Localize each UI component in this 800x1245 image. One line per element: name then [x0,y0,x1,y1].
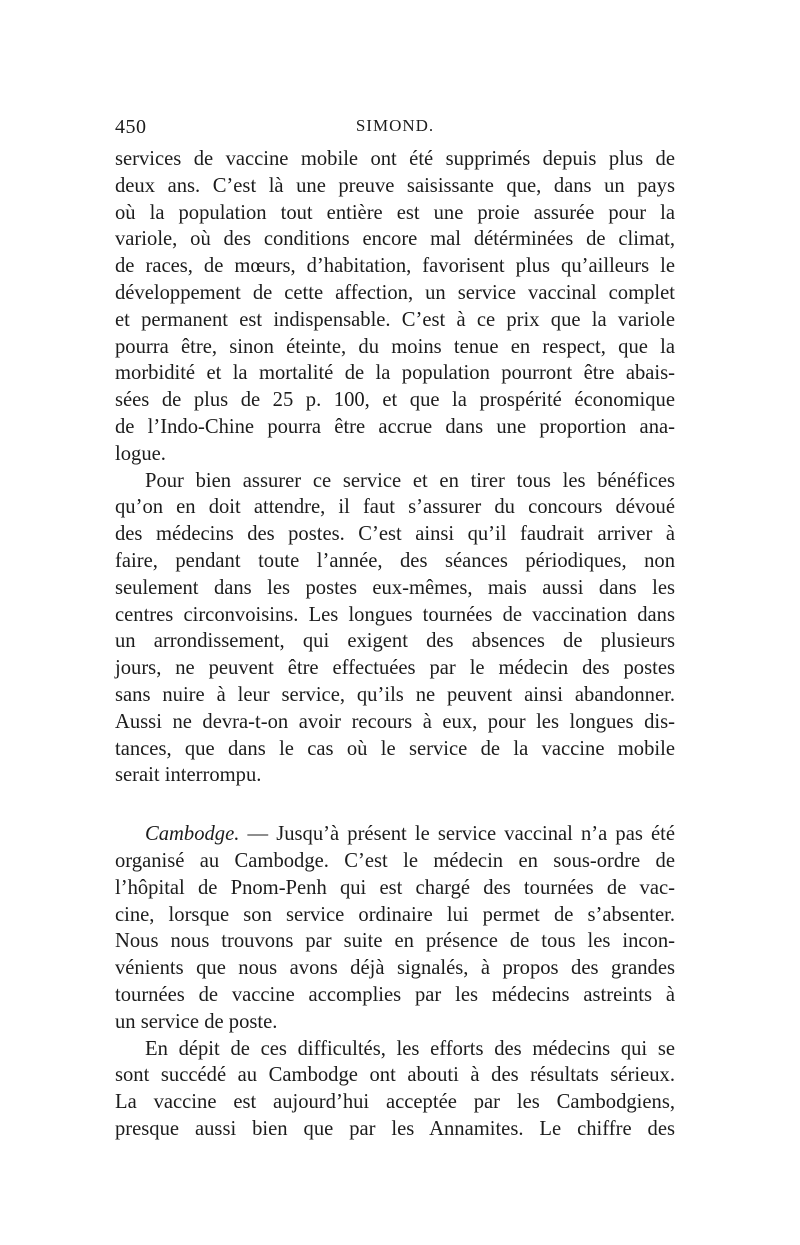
text-line: pourra être, sinon éteinte, du moins tenue en respect, que la [115,335,675,358]
running-head [115,112,675,146]
text-line: de l’Indo-Chine pourra être accrue dans une proportion ana- [115,415,675,438]
text-line: développement de cette affection, un service vaccinal complet [115,281,675,304]
text-line: Aussi ne devra-t-on avoir recours à eux, pour les longues dis- [115,710,675,733]
text-line: deux ans. C’est là une preuve saisissante que, dans un pays [115,174,675,197]
text-line [115,821,675,848]
text-line: organisé au Cambodge. C’est le médecin en sous-ordre de [115,849,675,872]
text-line: Pour bien assurer ce service et en tirer tous les bénéfices [145,469,675,492]
text-line: des médecins des postes. C’est ainsi qu’il faudrait arriver à [115,523,675,546]
text-line: cine, lorsque son service ordinaire lui permet de s’absenter. [115,903,675,926]
page-number: 450 [115,116,147,138]
text-line: sans nuire à leur service, qu’ils ne peuvent ainsi abandonner. [115,683,675,706]
text-line: un service de poste. [115,1010,278,1033]
text-line: seulement dans les postes eux-mêmes, mais aussi dans les [115,576,675,599]
section-heading-cambodge: Cambodge. [145,823,240,846]
text-line: tances, que dans le cas où le service de la vaccine mobile [115,737,675,760]
text-line: sées de plus de 25 p. 100, et que la prospérité économique [115,389,675,412]
text-line: faire, pendant toute l’année, des séances périodiques, non [115,549,675,572]
text-line: En dépit de ces difficultés, les efforts des médecins qui se [145,1037,675,1060]
text-line: variole, où des conditions encore mal détérminées de climat, [115,228,675,251]
text-line: morbidité et la mortalité de la population pourront être abais- [115,362,675,385]
text-line: La vaccine est aujourd’hui acceptée par les Cambodgiens, [115,1091,675,1114]
text-line: sont succédé au Cambodge ont abouti à des résultats sérieux. [115,1064,675,1087]
section-gap [115,789,675,821]
text-line: logue. [115,442,166,465]
text-line: Nous nous trouvons par suite en présence de tous les incon- [115,930,675,953]
text-line: tournées de vaccine accomplies par les médecins astreints à [115,983,675,1006]
text-line: un arrondissement, qui exigent des absences de plusieurs [115,630,675,653]
text-line: serait interrompu. [115,764,262,787]
text-line: l’hôpital de Pnom-Penh qui est chargé des tournées de vac- [115,876,675,899]
body-text [115,146,675,1143]
text-line: presque aussi bien que par les Annamites. Le chiffre des [115,1117,675,1140]
text-line: centres circonvoisins. Les longues tournées de vaccination dans [115,603,675,626]
text-line: de races, de mœurs, d’habitation, favorisent plus qu’ailleurs le [115,255,675,278]
text-line: où la population tout entière est une proie assurée pour la [115,201,675,224]
text-line: et permanent est indispensable. C’est à ce prix que la variole [115,308,675,331]
text-run: — Jusqu’à présent le service vaccinal n’a pas été [239,823,675,846]
running-title: SIMOND. [355,116,435,135]
text-line: services de vaccine mobile ont été supprimés depuis plus de [115,148,675,170]
text-line: jours, ne peuvent être effectuées par le médecin des postes [115,657,675,680]
text-line: vénients que nous avons déjà signalés, à propos des grandes [115,957,675,980]
book-page [115,112,675,1143]
text-line: qu’on en doit attendre, il faut s’assurer du concours dévoué [115,496,675,519]
